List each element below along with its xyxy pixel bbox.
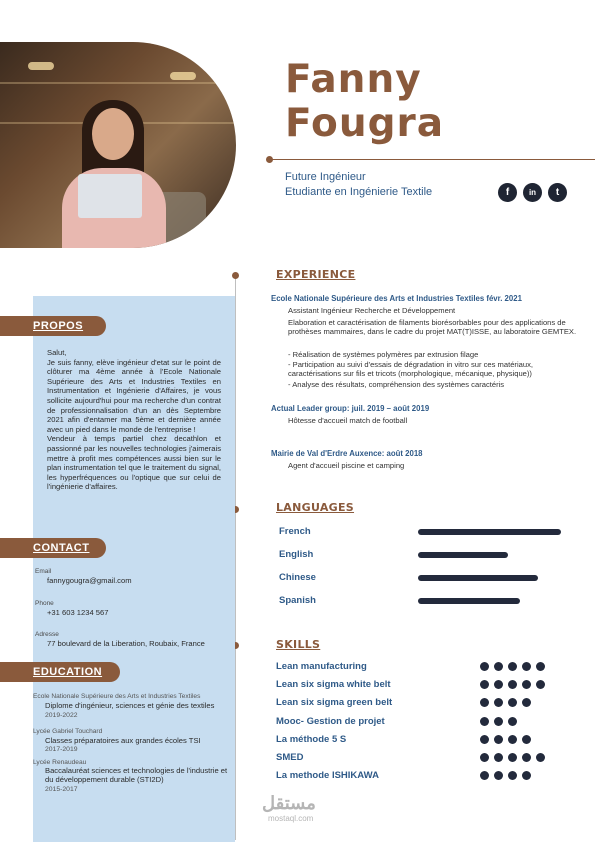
phone-label: Phone: [35, 600, 54, 607]
watermark-logo: مستقل: [262, 793, 316, 813]
skill-rating-dot: [508, 680, 517, 689]
skill-rating-dot: [480, 753, 489, 762]
skill-name: SMED: [276, 752, 304, 763]
facebook-icon[interactable]: f: [498, 183, 517, 202]
subtitle-2: Etudiante en Ingénierie Textile: [285, 186, 433, 198]
skill-rating-dot: [522, 662, 531, 671]
education-years: 2015-2017: [45, 786, 78, 793]
education-school: Lycée Renaudeau: [33, 759, 87, 766]
language-level-bar: [418, 575, 538, 581]
skill-rating-dot: [508, 753, 517, 762]
experience-head: Ecole Nationale Supérieure des Arts et Industries Textiles févr. 2021: [271, 294, 522, 303]
skill-rating-dot: [480, 771, 489, 780]
first-name: Fanny: [285, 57, 422, 102]
subtitle-1: Future Ingénieur: [285, 171, 366, 183]
skill-rating-dot: [494, 717, 503, 726]
education-degree: Baccalauréat sciences et technologies de l'industrie et du développement durable (STI2D): [45, 766, 228, 784]
about-paragraph: Je suis fanny, elève ingénieur d'etat sur le point de clôturer ma 4ème année à l'Ecole Nationale Supérieure des Arts et Industries Textiles en Instrumentation et Ingénierie d'Affaires, je vous sollicite aujourd'hui pour ma recherche d'un contrat de professionnalisation d'un an dès Septembre 2021 afin d'entamer ma 5ème et dernière année avec un pied dans le monde de l'entreprise !: [47, 357, 221, 434]
about-paragraph: Salut,: [47, 348, 67, 357]
education-school: Ecole Nationale Supérieure des Arts et Industries Textiles: [33, 693, 201, 700]
skill-rating-dot: [508, 735, 517, 744]
experience-line: Hôtesse d'accueil match de football: [288, 416, 408, 425]
skill-rating: [480, 717, 517, 726]
skill-rating-dot: [522, 680, 531, 689]
skill-rating-dot: [536, 662, 545, 671]
skill-rating-dot: [508, 717, 517, 726]
language-name: English: [279, 549, 314, 560]
skill-rating-dot: [522, 753, 531, 762]
section-title-education: EDUCATION: [0, 662, 120, 682]
language-level-track: [418, 552, 568, 558]
address-label: Adresse: [35, 631, 59, 638]
education-degree: Diplome d'ingénieur, sciences et génie des textiles: [45, 701, 215, 710]
skill-rating-dot: [494, 662, 503, 671]
section-title-experience: EXPERIENCE: [276, 268, 356, 281]
skill-name: Lean manufacturing: [276, 661, 367, 672]
experience-line: Agent d'accueil piscine et camping: [288, 461, 405, 470]
language-level-bar: [418, 552, 508, 558]
skill-name: Mooc- Gestion de projet: [276, 716, 385, 727]
language-level-track: [418, 598, 568, 604]
watermark-url: mostaql.com: [268, 814, 314, 823]
email-value[interactable]: fannygougra@gmail.com: [47, 576, 132, 585]
email-label: Email: [35, 568, 52, 575]
skill-name: La méthode 5 S: [276, 734, 347, 745]
skill-name: Lean six sigma green belt: [276, 697, 393, 708]
skill-rating: [480, 680, 545, 689]
skill-rating-dot: [494, 680, 503, 689]
skill-rating-dot: [494, 771, 503, 780]
experience-head: Mairie de Val d'Erdre Auxence: août 2018: [271, 449, 423, 458]
skill-rating-dot: [480, 662, 489, 671]
language-level-track: [418, 529, 568, 535]
language-name: Chinese: [279, 572, 316, 583]
skill-rating: [480, 698, 531, 707]
skill-rating-dot: [536, 680, 545, 689]
person-name: [285, 58, 444, 146]
experience-line: Assistant Ingénieur Recherche et Développement: [288, 306, 456, 315]
phone-value: +31 603 1234 567: [47, 608, 109, 617]
experience-line: Elaboration et caractérisation de filaments biorésorbables pour des applications de prothèses mammaires, dans le cadre du projet MAT(T)ISSE, au laboratoire GEMTEX.: [288, 318, 577, 337]
skill-rating-dot: [480, 680, 489, 689]
skill-rating-dot: [508, 662, 517, 671]
skill-rating-dot: [480, 735, 489, 744]
language-level-bar: [418, 529, 561, 535]
experience-line: - Analyse des résultats, compréhension des systèmes caractéris: [288, 380, 505, 389]
skill-rating: [480, 753, 545, 762]
language-level-bar: [418, 598, 520, 604]
skill-rating-dot: [494, 753, 503, 762]
about-text: [47, 348, 221, 492]
experience-line: - Participation au suivi d'essais de dégradation in vitro sur ces matériaux, caractérisations sur fils et tricots (morphologique, mécanique, physique)): [288, 360, 533, 379]
header-divider: [272, 159, 595, 160]
skill-rating-dot: [522, 698, 531, 707]
education-school: Lycée Gabriel Touchard: [33, 728, 103, 735]
skill-rating-dot: [536, 753, 545, 762]
skill-rating-dot: [522, 735, 531, 744]
section-title-languages: LANGUAGES: [276, 501, 355, 514]
skill-rating-dot: [522, 771, 531, 780]
skill-rating: [480, 735, 531, 744]
section-title-contact: CONTACT: [0, 538, 106, 558]
language-name: Spanish: [279, 595, 316, 606]
address-value: 77 boulevard de la Liberation, Roubaix, France: [47, 639, 205, 648]
education-degree: Classes préparatoires aux grandes écoles TSI: [45, 736, 201, 745]
twitter-icon[interactable]: t: [548, 183, 567, 202]
skill-name: Lean six sigma white belt: [276, 679, 391, 690]
skill-rating-dot: [508, 698, 517, 707]
skill-rating: [480, 771, 531, 780]
education-years: 2019-2022: [45, 712, 78, 719]
profile-photo: [0, 42, 236, 248]
skill-rating-dot: [508, 771, 517, 780]
about-paragraph: Vendeur à temps partiel chez decathlon et passionné par les nouvelles technologies j'aimerais mettre à profit mes compétences aussi bien sur le plan instrumentation tel que le traitement du signal, les hyperfréquences ou l'optique que sur celui de l'ingénierie d'affaires.: [47, 434, 221, 492]
section-title-propos: PROPOS: [0, 316, 106, 336]
last-name: Fougra: [285, 101, 445, 146]
section-title-skills: SKILLS: [276, 638, 321, 651]
timeline-line: [235, 278, 236, 840]
experience-line: - Réalisation de systèmes polymères par extrusion filage: [288, 350, 479, 359]
skill-rating-dot: [480, 717, 489, 726]
language-name: French: [279, 526, 311, 537]
skill-rating-dot: [480, 698, 489, 707]
skill-name: La methode ISHIKAWA: [276, 770, 379, 781]
skill-rating-dot: [494, 735, 503, 744]
language-level-track: [418, 575, 568, 581]
linkedin-icon[interactable]: in: [523, 183, 542, 202]
skill-rating: [480, 662, 545, 671]
skill-rating-dot: [494, 698, 503, 707]
education-years: 2017-2019: [45, 746, 78, 753]
experience-head: Actual Leader group: juil. 2019 – août 2019: [271, 404, 430, 413]
timeline-dot: [232, 272, 239, 279]
